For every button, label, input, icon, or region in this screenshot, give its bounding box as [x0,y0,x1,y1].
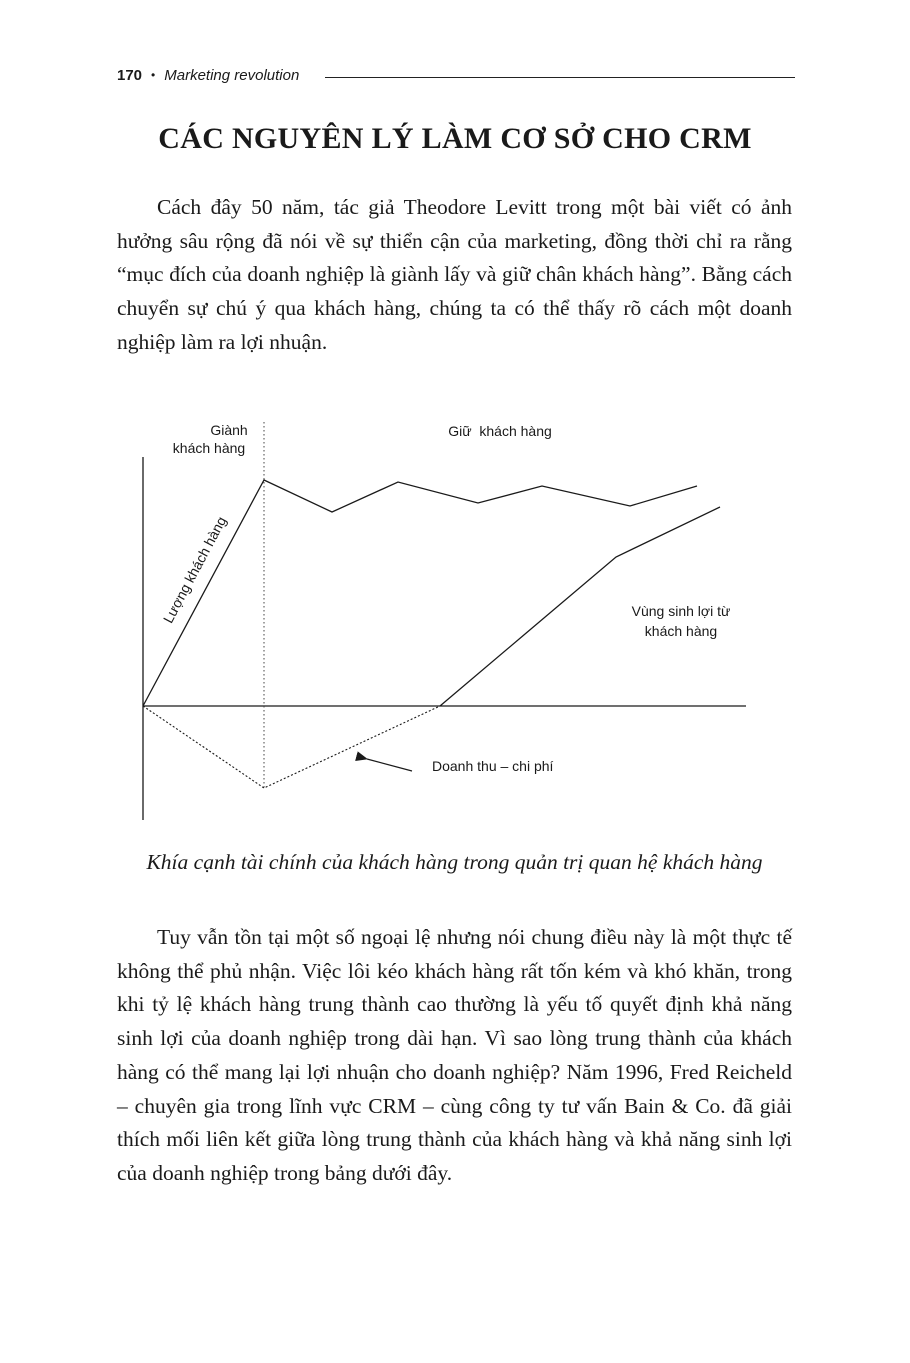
body-paragraph-1: Cách đây 50 năm, tác giả Theodore Levitt trong một bài viết có ảnh hưởng sâu rộng đã nói về sự thiển cận của marketing, đồng thời chỉ ra rằng “mục đích của doanh nghiệp là giành lấy và giữ chân khách hàng”. Bằng cách chuyển sự chú ý qua khách hàng, chúng ta có thể thấy rõ cách một doanh nghiệp làm ra lợi nhuận. [117,195,792,354]
label-profit-zone-line-1: Vùng sinh lợi từ [631,603,731,619]
label-acquire-line-2: khách hàng [172,440,246,456]
body-paragraph-2: Tuy vẫn tồn tại một số ngoại lệ nhưng nói chung điều này là một thực tế không thể phủ nhận. Việc lôi kéo khách hàng rất tốn kém và khó khăn, trong khi tỷ lệ khách hàng trung thành cao thường là yếu tố quyết định khả năng sinh lợi của doanh nghiệp trong dài hạn. Vì sao lòng trung thành của khách hàng có thể mang lại lợi nhuận cho doanh nghiệp? Năm 1996, Fred Reicheld – chuyên gia trong lĩnh vực CRM – cùng công ty tư vấn Bain & Co. đã giải thích mối liên kết giữa lòng trung thành của khách hàng và khả năng sinh lợi của doanh nghiệp trong bảng dưới đây. [117,925,792,1185]
net-arrow [367,759,412,771]
page-number: 170 [117,66,143,84]
figure-caption: Khía cạnh tài chính của khách hàng trong quản trị quan hệ khách hàng [146,850,763,874]
revenue-cost-line-below [143,706,440,788]
label-acquire-line-1: Giành [210,422,248,438]
label-profit-zone-line-2: khách hàng [644,623,718,639]
label-retain: Giữ khách hàng [448,423,552,439]
label-volume: Lượng khách hàng [159,513,230,626]
book-title: Marketing revolution [164,66,300,84]
customer-finance-diagram [0,390,910,830]
customer-volume-line [143,480,697,706]
running-header [117,64,795,86]
section-title: CÁC NGUYÊN LÝ LÀM CƠ SỞ CHO CRM [158,122,752,155]
label-net: Doanh thu – chi phí [432,758,554,774]
header-rule [325,77,795,78]
header-bullet: • [151,68,156,82]
